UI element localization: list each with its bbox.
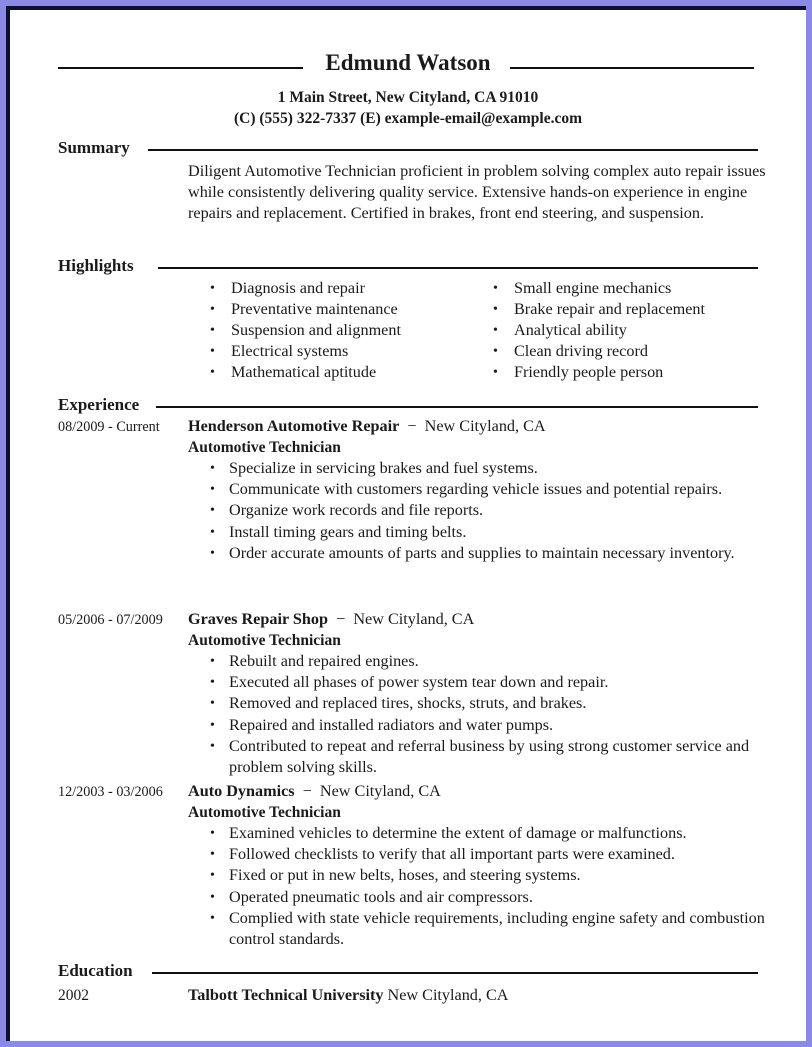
duty-text: Complied with state vehicle requirements, including engine safety and combustion control standards. bbox=[229, 908, 765, 949]
bullet-icon: • bbox=[210, 524, 215, 540]
address: 1 Main Street, New Cityland, CA 91010 bbox=[277, 89, 539, 106]
highlight-item bbox=[210, 299, 401, 320]
bullet-icon: • bbox=[210, 738, 215, 754]
bullet-icon: • bbox=[210, 365, 215, 380]
highlight-item bbox=[210, 278, 401, 299]
job-role: Automotive Technician bbox=[188, 804, 341, 821]
company-location: New Cityland, CA bbox=[424, 417, 546, 435]
company-location: New Cityland, CA bbox=[319, 782, 441, 800]
section-title-summary: Summary bbox=[58, 138, 130, 157]
bullet-icon: • bbox=[210, 461, 215, 476]
duty-text: Organize work records and file reports. bbox=[229, 501, 484, 520]
duty-text: Contributed to repeat and referral business by using strong customer service and problem solving skills. bbox=[229, 736, 750, 777]
bullet-icon: • bbox=[210, 482, 215, 498]
highlight-item bbox=[210, 320, 401, 341]
section-rule-summary bbox=[148, 149, 758, 151]
duty-item bbox=[188, 823, 778, 844]
job-dates: 05/2006 - 07/2009 bbox=[58, 612, 163, 628]
highlight-text: Electrical systems bbox=[231, 342, 349, 360]
duty-item bbox=[188, 479, 778, 500]
job-dates: 08/2009 - Current bbox=[58, 419, 160, 435]
bullet-icon: • bbox=[493, 344, 498, 359]
bullet-icon: • bbox=[210, 910, 215, 926]
bullet-icon: • bbox=[210, 654, 215, 669]
section-rule-highlights bbox=[158, 267, 758, 269]
job-entry bbox=[188, 781, 778, 950]
duty-item bbox=[188, 500, 778, 521]
duty-item bbox=[188, 865, 778, 886]
highlight-item bbox=[493, 320, 705, 341]
duty-item bbox=[188, 908, 778, 950]
duty-text: Install timing gears and timing belts. bbox=[229, 522, 467, 541]
summary-text: Diligent Automotive Technician proficient in problem solving complex auto repair issues while consistently delivering quality service. Extensive hands-on experience in engine repairs and replacement. Certified in brakes, front end steering, and suspension. bbox=[188, 162, 766, 223]
duty-list bbox=[188, 458, 778, 564]
bullet-icon: • bbox=[210, 889, 215, 905]
job-role: Automotive Technician bbox=[188, 439, 341, 456]
highlight-text: Mathematical aptitude bbox=[231, 363, 377, 381]
education-entry bbox=[188, 986, 508, 1005]
duty-item bbox=[188, 844, 778, 865]
education-year: 2002 bbox=[58, 987, 89, 1004]
applicant-name: Edmund Watson bbox=[325, 50, 491, 75]
bullet-icon: • bbox=[493, 302, 498, 317]
duty-item bbox=[188, 887, 778, 908]
highlight-text: Suspension and alignment bbox=[231, 321, 401, 339]
job-heading bbox=[188, 781, 778, 802]
section-title-highlights: Highlights bbox=[58, 256, 134, 275]
company-name: Auto Dynamics bbox=[188, 782, 295, 800]
highlight-item bbox=[493, 278, 705, 299]
bullet-icon: • bbox=[493, 365, 498, 380]
duty-text: Specialize in servicing brakes and fuel systems. bbox=[229, 459, 538, 477]
duty-text: Repaired and installed radiators and water pumps. bbox=[229, 715, 554, 734]
highlights-left-column bbox=[210, 278, 401, 383]
bullet-icon: • bbox=[493, 323, 498, 338]
duty-item bbox=[188, 458, 778, 479]
bullet-icon: • bbox=[210, 545, 215, 561]
bullet-icon: • bbox=[210, 323, 215, 338]
company-name: Henderson Automotive Repair bbox=[188, 417, 400, 435]
separator: − bbox=[407, 417, 417, 435]
section-title-experience: Experience bbox=[58, 395, 140, 414]
company-location: New Cityland, CA bbox=[353, 610, 475, 628]
bullet-icon: • bbox=[210, 868, 215, 884]
job-entry bbox=[188, 416, 778, 564]
highlight-text: Analytical ability bbox=[514, 321, 627, 339]
bullet-icon: • bbox=[210, 717, 215, 733]
bullet-icon: • bbox=[210, 826, 215, 841]
duty-item bbox=[188, 693, 778, 714]
highlight-text: Diagnosis and repair bbox=[231, 279, 365, 297]
section-rule-experience bbox=[156, 406, 758, 408]
duty-item bbox=[188, 543, 778, 564]
duty-text: Fixed or put in new belts, hoses, and steering systems. bbox=[229, 866, 581, 885]
duty-text: Communicate with customers regarding vehicle issues and potential repairs. bbox=[229, 480, 723, 499]
duty-text: Rebuilt and repaired engines. bbox=[229, 652, 419, 670]
duty-item bbox=[188, 522, 778, 543]
duty-item bbox=[188, 736, 778, 778]
contact-info: (C) (555) 322-7337 (E) example-email@example.com bbox=[233, 110, 582, 127]
duty-item bbox=[188, 715, 778, 736]
duty-text: Followed checklists to verify that all important parts were examined. bbox=[229, 845, 675, 864]
bullet-icon: • bbox=[210, 281, 215, 296]
bullet-icon: • bbox=[493, 281, 498, 296]
bullet-icon: • bbox=[210, 696, 215, 712]
separator: − bbox=[336, 610, 346, 628]
bullet-icon: • bbox=[210, 302, 215, 317]
duty-item bbox=[188, 672, 778, 693]
highlight-item bbox=[493, 341, 705, 362]
school-name: Talbott Technical University bbox=[188, 986, 384, 1004]
highlight-item bbox=[493, 299, 705, 320]
bullet-icon: • bbox=[210, 503, 215, 519]
job-dates: 12/2003 - 03/2006 bbox=[58, 784, 163, 800]
separator: − bbox=[302, 782, 312, 800]
duty-item bbox=[188, 651, 778, 672]
school-location: New Cityland, CA bbox=[387, 986, 509, 1004]
highlight-text: Brake repair and replacement bbox=[514, 300, 705, 318]
bullet-icon: • bbox=[210, 675, 215, 691]
highlight-item bbox=[210, 341, 401, 362]
duty-text: Order accurate amounts of parts and supplies to maintain necessary inventory. bbox=[229, 543, 735, 562]
highlight-text: Friendly people person bbox=[514, 363, 664, 381]
duty-list bbox=[188, 823, 778, 950]
job-entry bbox=[188, 609, 778, 778]
highlight-text: Clean driving record bbox=[514, 342, 648, 360]
resume-page bbox=[6, 6, 806, 1041]
highlight-text: Small engine mechanics bbox=[514, 279, 672, 297]
duty-text: Operated pneumatic tools and air compressors. bbox=[229, 887, 533, 906]
highlight-item bbox=[210, 362, 401, 383]
duty-text: Removed and replaced tires, shocks, struts, and brakes. bbox=[229, 694, 587, 713]
duty-text: Examined vehicles to determine the extent of damage or malfunctions. bbox=[229, 824, 687, 842]
highlights-right-column bbox=[493, 278, 705, 383]
company-name: Graves Repair Shop bbox=[188, 610, 329, 628]
job-heading bbox=[188, 416, 778, 437]
section-title-education: Education bbox=[58, 961, 133, 980]
job-role: Automotive Technician bbox=[188, 632, 341, 649]
duty-list bbox=[188, 651, 778, 778]
bullet-icon: • bbox=[210, 344, 215, 359]
duty-text: Executed all phases of power system tear down and repair. bbox=[229, 673, 609, 692]
section-rule-education bbox=[152, 972, 758, 974]
job-heading bbox=[188, 609, 778, 630]
highlight-item bbox=[493, 362, 705, 383]
bullet-icon: • bbox=[210, 847, 215, 863]
highlight-text: Preventative maintenance bbox=[231, 300, 398, 318]
